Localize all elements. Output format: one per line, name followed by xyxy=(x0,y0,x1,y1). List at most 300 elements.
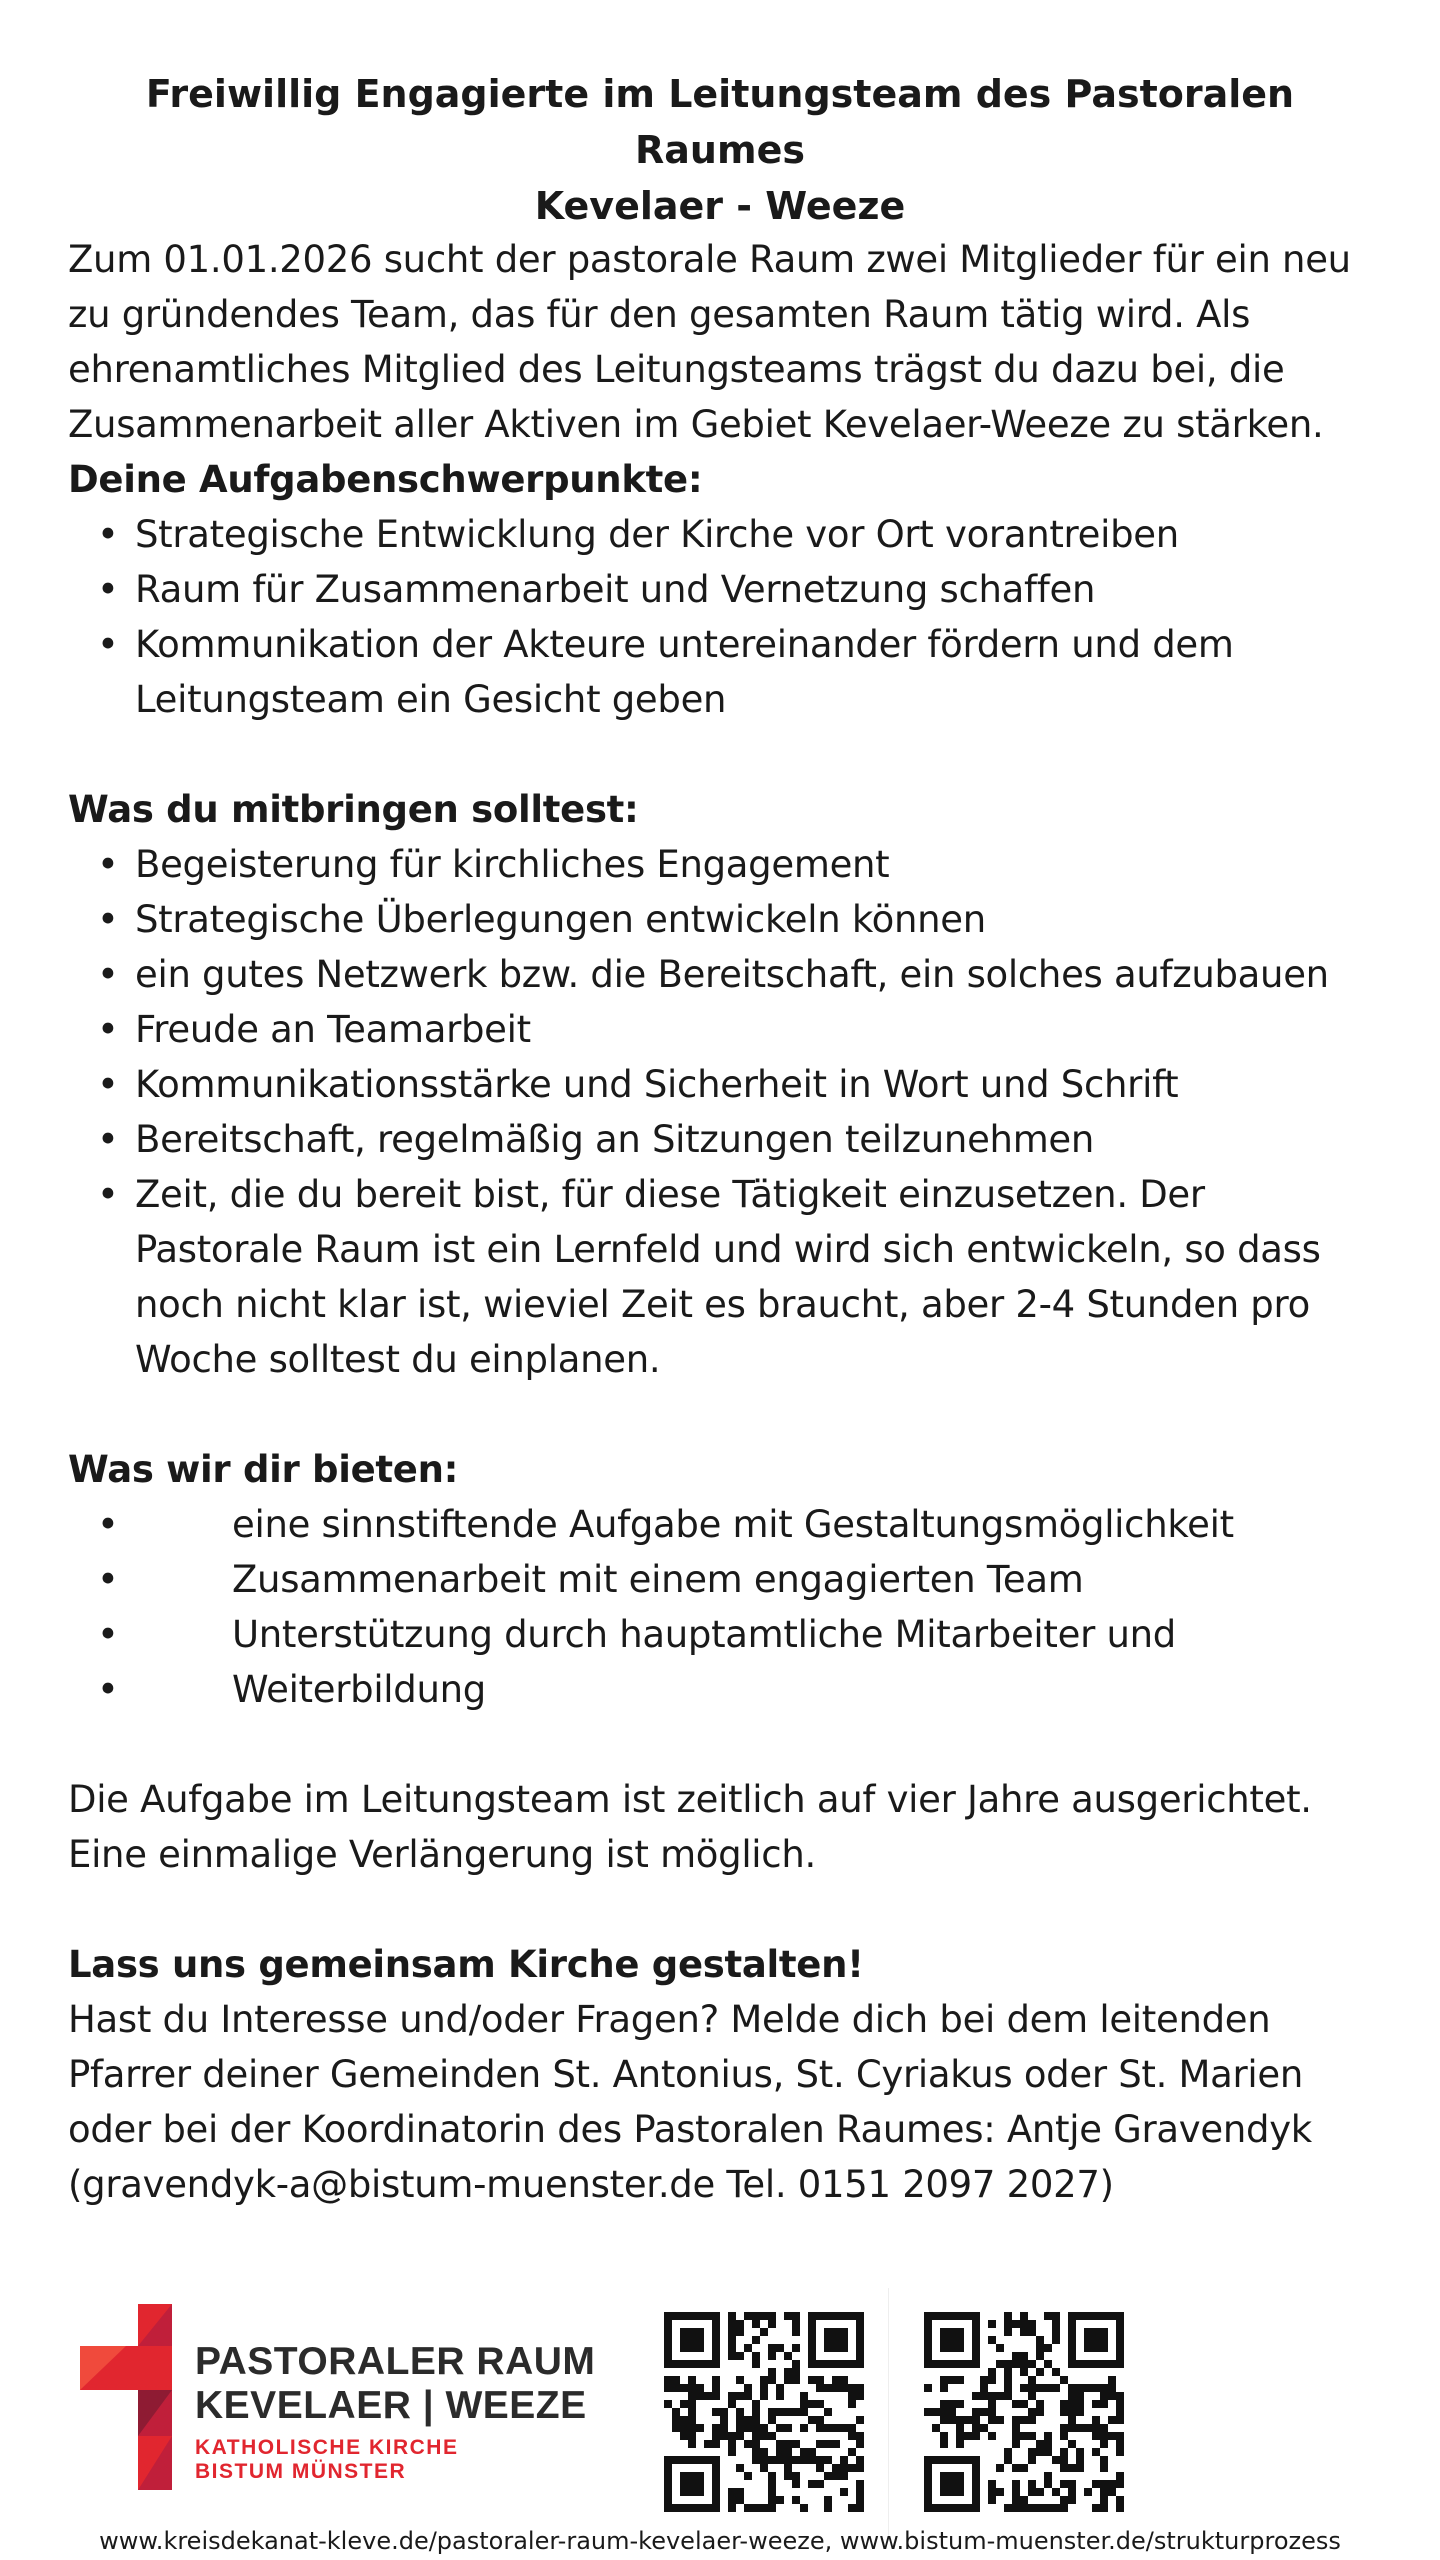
qr-module xyxy=(1116,2416,1124,2424)
qr-module xyxy=(760,2432,768,2440)
qr-module xyxy=(1044,2384,1052,2392)
qr-module xyxy=(776,2344,784,2352)
qr-module xyxy=(1052,2384,1060,2392)
qr-module xyxy=(800,2448,808,2456)
qr-module xyxy=(760,2424,768,2432)
qr-module xyxy=(712,2424,720,2432)
qr-module xyxy=(768,2432,776,2440)
qr-module xyxy=(688,2440,696,2448)
qr-module xyxy=(964,2432,972,2440)
qr-module xyxy=(988,2368,996,2376)
qr-module xyxy=(840,2472,848,2480)
qr-module xyxy=(744,2416,752,2424)
qr-module xyxy=(736,2320,744,2328)
qr-module xyxy=(808,2416,816,2424)
list-item: • Zusammenarbeit mit einem engagierten Team xyxy=(68,1552,1380,1607)
qr-module xyxy=(1028,2504,1036,2512)
qr-module xyxy=(956,2376,964,2384)
qr-module xyxy=(924,2408,932,2416)
qr-module xyxy=(1068,2464,1076,2472)
qr-module xyxy=(840,2376,848,2384)
qr-module xyxy=(784,2448,792,2456)
intro-paragraph: Zum 01.01.2026 sucht der pastorale Raum zwei Mitglieder für ein neu zu gründendes Team, das für den gesamten Raum tätig wird. Als ehrenamtliches Mitglied des Leitungsteams trägst du dazu bei, die Zusammenarbeit aller Aktiven im Gebiet Kevelaer-Weeze zu stärken. xyxy=(68,238,1351,446)
qr-module xyxy=(956,2440,964,2448)
qr-module xyxy=(832,2376,840,2384)
qr-module xyxy=(792,2456,800,2464)
qr-module xyxy=(680,2416,688,2424)
qr-module xyxy=(736,2392,744,2400)
qr-module xyxy=(988,2400,996,2408)
qr-module xyxy=(988,2408,996,2416)
qr-module xyxy=(1108,2392,1116,2400)
qr-module xyxy=(824,2328,848,2352)
qr-module xyxy=(856,2480,864,2488)
qr-module xyxy=(1028,2328,1036,2336)
qr-module xyxy=(672,2408,680,2416)
logo-line-2: KEVELAER | WEEZE xyxy=(195,2384,587,2427)
qr-module xyxy=(1044,2432,1052,2440)
qr-module xyxy=(776,2408,784,2416)
qr-module xyxy=(728,2320,736,2328)
qr-module xyxy=(736,2416,744,2424)
qr-module xyxy=(988,2376,996,2384)
qr-module xyxy=(1004,2328,1012,2336)
qr-module xyxy=(1028,2384,1036,2392)
logo-text xyxy=(195,2340,595,2484)
qr-module xyxy=(688,2416,696,2424)
qr-module xyxy=(1020,2312,1028,2320)
qr-module xyxy=(1004,2376,1012,2384)
qr-module xyxy=(1004,2448,1012,2456)
qr-module xyxy=(940,2432,948,2440)
qr-module xyxy=(1020,2400,1028,2408)
qr-module xyxy=(840,2424,848,2432)
qr-module xyxy=(752,2336,760,2344)
qr-module xyxy=(1084,2328,1108,2352)
qr-module xyxy=(752,2504,760,2512)
title-line-1: Freiwillig Engagierte im Leitungsteam des Pastoralen Raumes xyxy=(145,72,1295,172)
qr-module xyxy=(824,2440,832,2448)
qr-module xyxy=(940,2416,948,2424)
qr-module xyxy=(1028,2480,1036,2488)
qr-module xyxy=(856,2392,864,2400)
qr-module xyxy=(720,2408,728,2416)
qr-module xyxy=(940,2472,964,2496)
qr-module xyxy=(1116,2440,1124,2448)
qr-module xyxy=(1076,2448,1084,2456)
qr-module xyxy=(672,2384,680,2392)
main-content xyxy=(68,232,1380,2212)
qr-module xyxy=(1012,2400,1020,2408)
qr-module xyxy=(972,2416,980,2424)
list-item: • Bereitschaft, regelmäßig an Sitzungen teilzunehmen xyxy=(68,1112,1380,1167)
list-item: • Begeisterung für kirchliches Engagement xyxy=(68,837,1380,892)
qr-module xyxy=(736,2488,744,2496)
qr-module xyxy=(736,2424,744,2432)
qr-module xyxy=(808,2456,816,2464)
qr-module xyxy=(720,2432,728,2440)
qr-module xyxy=(728,2392,736,2400)
qr-module xyxy=(1068,2496,1076,2504)
qr-module xyxy=(760,2464,768,2472)
qr-module xyxy=(1068,2400,1076,2408)
qr-module xyxy=(728,2312,736,2320)
qr-module xyxy=(768,2496,776,2504)
qr-module xyxy=(792,2440,800,2448)
qr-module xyxy=(728,2400,736,2408)
qr-module xyxy=(1028,2376,1036,2384)
qr-module xyxy=(816,2376,824,2384)
qr-module xyxy=(1012,2464,1020,2472)
qr-module xyxy=(768,2312,776,2320)
qr-module xyxy=(680,2384,688,2392)
qr-module xyxy=(1100,2392,1108,2400)
qr-module xyxy=(1052,2456,1060,2464)
qr-module xyxy=(1020,2328,1028,2336)
qr-module xyxy=(1004,2392,1012,2400)
qr-module xyxy=(752,2360,760,2368)
qr-module xyxy=(1028,2360,1036,2368)
closing-heading: Lass uns gemeinsam Kirche gestalten! xyxy=(68,1943,864,1986)
qr-module xyxy=(1028,2416,1036,2424)
qr-module xyxy=(760,2504,768,2512)
qr-module xyxy=(832,2472,840,2480)
list-item: • Kommunikationsstärke und Sicherheit in Wort und Schrift xyxy=(68,1057,1380,1112)
qr-module xyxy=(832,2424,840,2432)
qr-module xyxy=(1028,2448,1036,2456)
qr-module xyxy=(940,2328,964,2352)
qr-module xyxy=(744,2472,752,2480)
qr-module xyxy=(1012,2488,1020,2496)
qr-module xyxy=(1116,2392,1124,2400)
qr-module xyxy=(1076,2400,1084,2408)
qr-module xyxy=(808,2448,816,2456)
qr-module xyxy=(816,2480,824,2488)
qr-module xyxy=(840,2384,848,2392)
qr-module xyxy=(832,2440,840,2448)
qr-module xyxy=(1012,2360,1020,2368)
qr-module xyxy=(980,2424,988,2432)
qr-module xyxy=(956,2416,964,2424)
qr-module xyxy=(956,2424,964,2432)
qr-module xyxy=(752,2448,760,2456)
qr-module xyxy=(1028,2320,1036,2328)
qr-module xyxy=(744,2344,752,2352)
list-item: • Strategische Überlegungen entwickeln können xyxy=(68,892,1380,947)
qr-module xyxy=(1036,2344,1044,2352)
qr-module xyxy=(1084,2384,1092,2392)
qr-module xyxy=(848,2448,856,2456)
qr-module xyxy=(1100,2384,1108,2392)
qr-module xyxy=(856,2456,864,2464)
qr-module xyxy=(752,2456,760,2464)
qr-module xyxy=(784,2424,792,2432)
qr-module xyxy=(824,2384,832,2392)
qr-module xyxy=(1012,2496,1020,2504)
qr-module xyxy=(1108,2376,1116,2384)
qr-module xyxy=(848,2400,856,2408)
qr-code-icon xyxy=(640,2288,889,2536)
qr-module xyxy=(816,2384,824,2392)
qr-module xyxy=(744,2440,752,2448)
red-cross-icon xyxy=(80,2304,180,2490)
qr-module xyxy=(1004,2504,1012,2512)
qr-module xyxy=(792,2496,800,2504)
logo-line-1: PASTORALER RAUM xyxy=(195,2340,596,2383)
qr-module xyxy=(1092,2432,1100,2440)
qr-module xyxy=(720,2424,728,2432)
qr-module xyxy=(1092,2448,1100,2456)
contact-paragraph: Hast du Interesse und/oder Fragen? Melde dich bei dem leitenden Pfarrer deiner Gemeinden St. Antonius, St. Cyriakus oder St. Marien oder bei der Koordinatorin des Pastoralen Raumes: Antje Gravendyk (gravendyk-a@bistum-muenster.de Tel. 0151 2097 2027) xyxy=(68,1998,1312,2206)
qr-module xyxy=(816,2400,824,2408)
qr-module xyxy=(736,2496,744,2504)
qr-module xyxy=(696,2392,704,2400)
qr-module xyxy=(696,2424,704,2432)
qr-module xyxy=(768,2408,776,2416)
list-item: • Raum für Zusammenarbeit und Vernetzung schaffen xyxy=(68,562,1380,617)
qr-module xyxy=(1068,2440,1076,2448)
qr-module xyxy=(1028,2488,1036,2496)
qr-module xyxy=(760,2376,768,2384)
footer-urls: www.kreisdekanat-kleve.de/pastoraler-raum-kevelaer-weeze, www.bistum-muenster.de/strukturprozess xyxy=(99,2527,1341,2555)
qr-module xyxy=(728,2504,736,2512)
qr-module xyxy=(988,2416,996,2424)
qr-module xyxy=(760,2328,768,2336)
qr-module xyxy=(688,2424,696,2432)
qr-module xyxy=(1012,2432,1020,2440)
qr-module xyxy=(1044,2440,1052,2448)
qr-module xyxy=(1012,2352,1020,2360)
tasks-heading: Deine Aufgabenschwerpunkte: xyxy=(68,458,703,501)
qr-module xyxy=(736,2328,744,2336)
qr-module xyxy=(1060,2464,1068,2472)
pastoral-area-logo xyxy=(80,2298,596,2498)
qr-module xyxy=(816,2456,824,2464)
qr-module xyxy=(832,2464,840,2472)
qr-module xyxy=(768,2376,776,2384)
qr-module xyxy=(1116,2408,1124,2416)
qr-module xyxy=(980,2376,988,2384)
qr-module xyxy=(704,2392,712,2400)
qr-module xyxy=(704,2440,712,2448)
qr-module xyxy=(1076,2408,1084,2416)
qr-module xyxy=(1020,2352,1028,2360)
qr-module xyxy=(784,2376,792,2384)
qr-module xyxy=(848,2504,856,2512)
qr-module xyxy=(1028,2432,1036,2440)
qr-module xyxy=(1100,2488,1108,2496)
qr-module xyxy=(1108,2416,1116,2424)
qr-module xyxy=(664,2400,672,2408)
qr-module xyxy=(1100,2464,1108,2472)
qr-module xyxy=(1092,2400,1100,2408)
qr-module xyxy=(680,2424,688,2432)
list-item: • Kommunikation der Akteure untereinander fördern und dem Leitungsteam ein Gesicht geben xyxy=(68,617,1380,727)
qr-module xyxy=(768,2320,776,2328)
qr-module xyxy=(744,2504,752,2512)
qr-module xyxy=(792,2344,800,2352)
list-item: • Weiterbildung xyxy=(68,1662,1380,1717)
qr-module xyxy=(856,2504,864,2512)
qr-module xyxy=(1068,2424,1076,2432)
qr-module xyxy=(1100,2400,1108,2408)
qr-module xyxy=(1060,2448,1068,2456)
qr-module xyxy=(932,2408,940,2416)
qr-module xyxy=(996,2392,1004,2400)
qr-module xyxy=(752,2408,760,2416)
qr-module xyxy=(688,2432,696,2440)
qr-module xyxy=(792,2376,800,2384)
qr-module xyxy=(800,2392,808,2400)
qr-module xyxy=(1092,2384,1100,2392)
qr-module xyxy=(1116,2400,1124,2408)
qr-module xyxy=(768,2456,776,2464)
qr-module xyxy=(776,2448,784,2456)
qr-module xyxy=(752,2424,760,2432)
qr-module xyxy=(776,2384,784,2392)
qr-module xyxy=(672,2424,680,2432)
qr-module xyxy=(1020,2384,1028,2392)
qr-module xyxy=(1028,2408,1036,2416)
qr-module xyxy=(1036,2336,1044,2344)
qr-module xyxy=(940,2400,948,2408)
qr-module xyxy=(1020,2368,1028,2376)
qr-module xyxy=(744,2392,752,2400)
logo-line-4: BISTUM MÜNSTER xyxy=(195,2460,407,2483)
tasks-list xyxy=(68,507,1380,727)
qr-module xyxy=(1068,2416,1076,2424)
qr-module xyxy=(940,2440,948,2448)
qr-module xyxy=(1020,2432,1028,2440)
qr-module xyxy=(1004,2360,1012,2368)
qr-module xyxy=(728,2328,736,2336)
qr-module xyxy=(1004,2368,1012,2376)
qr-module xyxy=(856,2384,864,2392)
qr-module xyxy=(1020,2360,1028,2368)
qr-module xyxy=(996,2464,1004,2472)
qr-module xyxy=(1060,2424,1068,2432)
qr-module xyxy=(980,2384,988,2392)
qr-module xyxy=(1036,2368,1044,2376)
qr-module xyxy=(964,2416,972,2424)
qr-module xyxy=(752,2416,760,2424)
qr-module xyxy=(1100,2456,1108,2464)
qr-module xyxy=(1116,2472,1124,2480)
qr-module xyxy=(664,2384,672,2392)
qr-module xyxy=(1108,2432,1116,2440)
qr-module xyxy=(1076,2464,1084,2472)
qr-module xyxy=(1060,2408,1068,2416)
qr-module xyxy=(712,2408,720,2416)
qr-module xyxy=(752,2440,760,2448)
qr-module xyxy=(1100,2480,1108,2488)
qr-module xyxy=(1116,2480,1124,2488)
qr-module xyxy=(996,2344,1004,2352)
requirements-heading: Was du mitbringen solltest: xyxy=(68,788,639,831)
qr-module xyxy=(1076,2384,1084,2392)
qr-module xyxy=(768,2416,776,2424)
qr-module xyxy=(800,2424,808,2432)
qr-module xyxy=(1036,2384,1044,2392)
qr-module xyxy=(856,2440,864,2448)
qr-module xyxy=(736,2464,744,2472)
qr-module xyxy=(680,2472,704,2496)
list-item: • Unterstützung durch hauptamtliche Mitarbeiter und xyxy=(68,1607,1380,1662)
qr-module xyxy=(848,2432,856,2440)
qr-module xyxy=(1076,2392,1084,2400)
qr-module xyxy=(856,2416,864,2424)
qr-module xyxy=(712,2376,720,2384)
qr-module xyxy=(768,2344,776,2352)
qr-module xyxy=(856,2432,864,2440)
qr-module xyxy=(792,2408,800,2416)
qr-module xyxy=(752,2432,760,2440)
list-item: • Strategische Entwicklung der Kirche vor Ort vorantreiben xyxy=(68,507,1380,562)
qr-module xyxy=(1052,2504,1060,2512)
qr-module xyxy=(800,2456,808,2464)
qr-module xyxy=(1052,2328,1060,2336)
qr-module xyxy=(792,2472,800,2480)
qr-module xyxy=(792,2480,800,2488)
qr-module xyxy=(1012,2320,1020,2328)
qr-module xyxy=(712,2392,720,2400)
qr-module xyxy=(1004,2320,1012,2328)
qr-module xyxy=(784,2368,792,2376)
qr-module xyxy=(1036,2448,1044,2456)
qr-module xyxy=(1036,2400,1044,2408)
qr-module xyxy=(1004,2384,1012,2392)
qr-module xyxy=(784,2408,792,2416)
qr-module xyxy=(1044,2448,1052,2456)
qr-module xyxy=(1044,2504,1052,2512)
qr-module xyxy=(1020,2416,1028,2424)
list-item: • ein gutes Netzwerk bzw. die Bereitschaft, ein solches aufzubauen xyxy=(68,947,1380,1002)
qr-module xyxy=(1092,2424,1100,2432)
qr-module xyxy=(1060,2456,1068,2464)
qr-module xyxy=(672,2416,680,2424)
qr-module xyxy=(1084,2488,1092,2496)
list-item: • Zeit, die du bereit bist, für diese Tätigkeit einzusetzen. Der Pastorale Raum ist ein Lernfeld und wird sich entwickeln, so dass noch nicht klar ist, wieviel Zeit es braucht, aber 2-4 Stunden pro Woche solltest du einplanen. xyxy=(68,1167,1380,1387)
qr-module xyxy=(948,2376,956,2384)
qr-module xyxy=(1004,2312,1012,2320)
qr-module xyxy=(948,2400,956,2408)
qr-module xyxy=(784,2312,792,2320)
qr-module xyxy=(792,2312,800,2320)
qr-module xyxy=(1060,2376,1068,2384)
qr-module xyxy=(688,2384,696,2392)
qr-module xyxy=(728,2448,736,2456)
qr-module xyxy=(728,2496,736,2504)
qr-module xyxy=(1020,2464,1028,2472)
qr-module xyxy=(800,2408,808,2416)
qr-module xyxy=(760,2312,768,2320)
qr-module xyxy=(840,2456,848,2464)
qr-module xyxy=(1036,2408,1044,2416)
qr-module xyxy=(1076,2424,1084,2432)
qr-module xyxy=(688,2392,696,2400)
qr-module xyxy=(988,2432,996,2440)
qr-module xyxy=(1060,2480,1068,2488)
qr-module xyxy=(824,2424,832,2432)
qr-module xyxy=(744,2424,752,2432)
qr-module xyxy=(728,2336,736,2344)
qr-module xyxy=(1100,2440,1108,2448)
qr-module xyxy=(776,2456,784,2464)
qr-module xyxy=(784,2440,792,2448)
qr-module xyxy=(1036,2440,1044,2448)
qr-module xyxy=(768,2368,776,2376)
qr-module xyxy=(824,2496,832,2504)
